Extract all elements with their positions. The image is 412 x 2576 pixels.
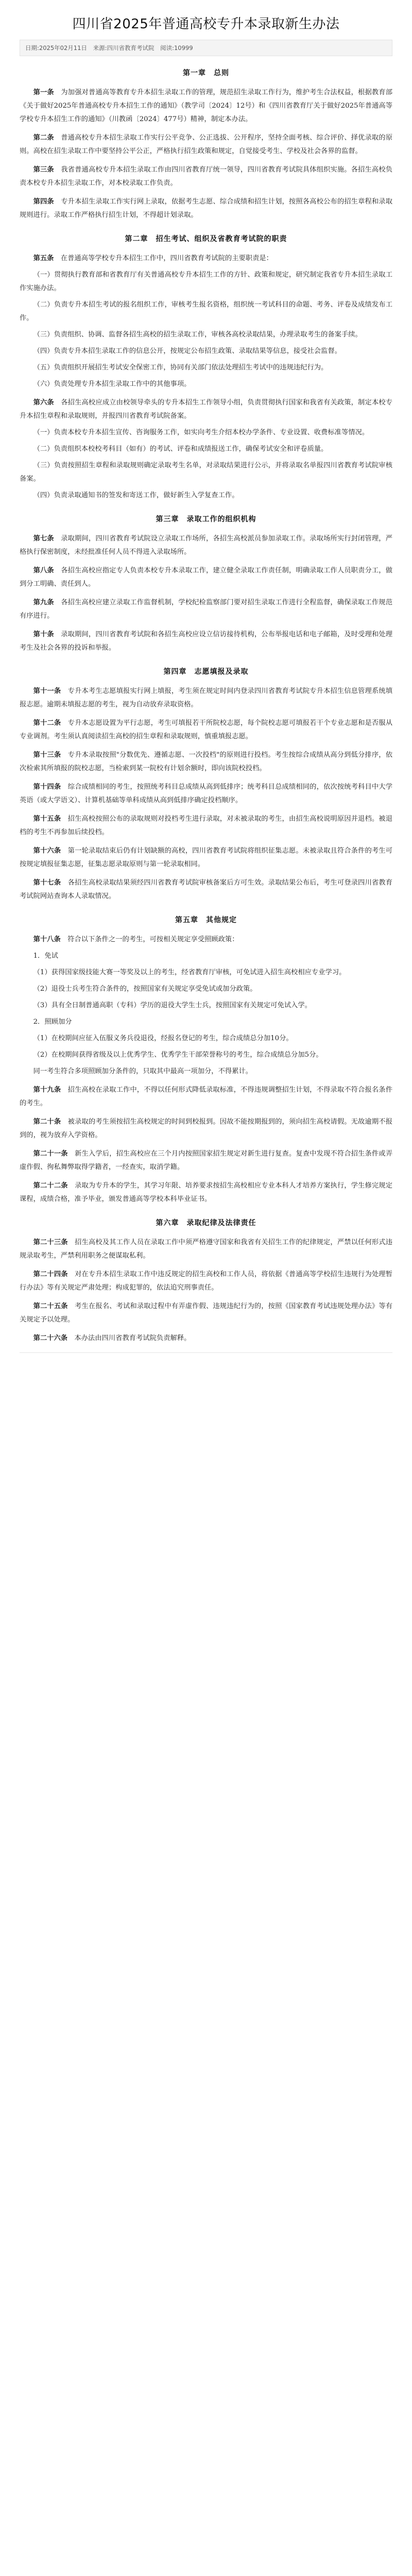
article-number: 第二十四条 — [33, 1270, 68, 1278]
list-item: （三）负责组织、协调、监督各招生高校的招生录取工作，审核各高校录取结果，办理录取考生的备案手续。 — [33, 331, 362, 338]
article-paragraph — [20, 749, 392, 775]
publish-date: 日期:2025年02月11日 — [25, 44, 87, 52]
article-paragraph — [20, 532, 392, 559]
list-item: （二）负责组织本校校考科目（如有）的考试、评卷和成绩报送工作，确保考试安全和评卷质量。 — [33, 445, 328, 453]
article-number: 第十三条 — [33, 751, 61, 759]
chapter-heading: 第六章 录取纪律及法律责任 — [156, 1219, 256, 1227]
article-text: 专升本录取按照"分数优先、遵循志愿、一次投档"的原则进行投档。考生按综合成绩从高分到低分排序，依次检索其所填报的院校志愿，当检索到某一院校有计划余额时，即向该院校投档。 — [20, 751, 393, 772]
article-number: 第十六条 — [33, 847, 61, 855]
article-number: 第九条 — [33, 599, 54, 606]
article-text: 录取期间，四川省教育考试院和各招生高校应设立信访接待机构，公布举报电话和电子邮箱，及时受理和处理考生及社会各界的投诉和举报。 — [20, 631, 393, 652]
article-text: 对在专升本招生录取工作中违反规定的招生高校和工作人员，将依据《普通高等学校招生违规行为处理暂行办法》等有关规定严肃处理；构成犯罪的，依法追究刑事责任。 — [20, 1270, 393, 1292]
list-item: （1）获得国家级技能大赛一等奖及以上的考生，经省教育厅审核，可免试进入招生高校相应专业学习。 — [33, 969, 346, 976]
article-number: 第二十二条 — [33, 1182, 68, 1190]
list-item: （五）负责组织开展招生考试安全保密工作，协同有关部门依法处理招生考试中的违规违纪行为。 — [33, 364, 328, 371]
article-paragraph — [20, 596, 392, 623]
article-number: 第四条 — [33, 198, 54, 206]
article-number: 第二十六条 — [33, 1334, 68, 1342]
article-text: 招生高校按照公布的录取规则对投档考生进行录取，对未被录取的考生，由招生高校说明原因并退档。被退档的考生不再参加后续投档。 — [20, 815, 393, 836]
meta-source: 来源:四川省教育考试院 — [93, 44, 154, 52]
list-item: （二）负责专升本招生考试的报名组织工作，审核考生报名资格，组织统一考试科目的命题、考务、评卷及成绩发布工作。 — [20, 301, 392, 322]
article-text: 本办法由四川省教育考试院负责解释。 — [74, 1334, 191, 1342]
article-paragraph — [20, 564, 392, 591]
chapter-heading: 第五章 其他规定 — [175, 916, 237, 924]
article-number: 第六条 — [33, 399, 54, 406]
article-paragraph — [20, 252, 392, 265]
article-number: 第二十条 — [33, 1118, 61, 1126]
article-paragraph — [20, 812, 392, 839]
article-number: 第十一条 — [33, 687, 61, 695]
article-paragraph — [20, 1179, 392, 1206]
list-item: （2）在校期间获得省级及以上优秀学生、优秀学生干部荣誉称号的考生，综合成绩总分加5分。 — [33, 1051, 323, 1059]
subsection-heading: 1．免试 — [33, 952, 58, 960]
article-paragraph — [20, 163, 392, 190]
article-number: 第一条 — [33, 89, 54, 96]
article-text: 综合成绩相同的考生，按照统考科目总成绩从高到低排序；统考科目总成绩相同的，依次按统考科目中大学英语（或大学语文）、计算机基础等单科成绩从高到低排序确定投档顺序。 — [20, 783, 393, 804]
list-item: （六）负责处理专升本招生录取工作中的其他事项。 — [33, 380, 191, 388]
article-number: 第二条 — [33, 134, 54, 142]
article-paragraph — [20, 1268, 392, 1295]
article-paragraph — [20, 685, 392, 711]
article-number: 第二十五条 — [33, 1302, 68, 1310]
list-item: （3）具有全日制普通高职（专科）学历的退役大学生士兵，按照国家有关规定可免试入学。 — [33, 1002, 312, 1009]
article-text: 被录取的考生须按招生高校规定的时间到校报到。因故不能按期报到的，须向招生高校请假。无故逾期不报到的，视为放弃入学资格。 — [20, 1118, 393, 1139]
article-paragraph — [20, 844, 392, 871]
article-number: 第二十三条 — [33, 1239, 68, 1246]
list-item: （四）负责录取通知书的签发和寄送工作，做好新生入学复查工作。 — [33, 492, 239, 499]
article-text: 专升本志愿设置为平行志愿，考生可填报若干所院校志愿，每个院校志愿可填报若干个专业志愿和是否服从专业调剂。考生须认真阅读招生高校的招生章程和录取规则，慎重填报志愿。 — [20, 719, 393, 740]
article-number: 第十四条 — [33, 783, 61, 791]
article-text: 第一轮录取结束后仍有计划缺额的高校，四川省教育考试院将组织征集志愿。未被录取且符合条件的考生可按规定填报征集志愿，征集志愿录取原则与第一轮录取相同。 — [20, 847, 393, 868]
article-number: 第二十一条 — [33, 1150, 68, 1158]
article-text: 招生高校在录取工作中，不得以任何形式降低录取标准，不得违规调整招生计划，不得录取不符合报名条件的考生。 — [20, 1086, 393, 1107]
article-text: 录取为专升本的学生，其学习年限、培养要求按招生高校相应专业本科人才培养方案执行，学生修完规定课程，成绩合格，准予毕业，颁发普通高等学校本科毕业证书。 — [20, 1182, 393, 1203]
article-paragraph — [20, 86, 392, 126]
article-paragraph — [20, 396, 392, 423]
view-count: 阅读:10999 — [160, 44, 193, 52]
article-paragraph — [20, 933, 392, 946]
article-text: 招生高校及其工作人员在录取工作中须严格遵守国家和我省有关招生工作的纪律规定，严禁以任何形式违规录取考生，严禁利用职务之便谋取私利。 — [20, 1239, 393, 1260]
article-paragraph — [20, 1115, 392, 1142]
article-text: 普通高校专升本招生录取工作实行公平竞争、公正选拔、公开程序，坚持全面考核、综合评价、择优录取的原则。高校在招生录取工作中要坚持公平公正，严格执行招生政策和规定，自觉接受考生、学校及社会各界的监督。 — [20, 134, 393, 155]
article-paragraph — [20, 131, 392, 158]
article-paragraph — [20, 781, 392, 807]
article-paragraph — [20, 1332, 392, 1345]
article-number: 第十五条 — [33, 815, 61, 823]
article-text: 我省普通高校专升本招生录取工作由四川省教育厅统一领导，四川省教育考试院具体组织实施。各招生高校负责本校专升本招生录取工作，对本校录取工作负责。 — [20, 166, 393, 187]
divider — [20, 1352, 392, 1353]
list-item: （1）在校期间应征入伍服义务兵役退役，经报名登记的考生，综合成绩总分加10分。 — [33, 1035, 293, 1042]
article-paragraph — [20, 717, 392, 743]
article-number: 第十九条 — [33, 1086, 61, 1094]
article-number: 第五条 — [33, 255, 54, 262]
chapter-heading: 第三章 录取工作的组织机构 — [156, 515, 256, 523]
article-text: 符合以下条件之一的考生，可按相关规定享受照顾政策： — [67, 936, 239, 943]
list-item: （四）负责专升本招生录取工作的信息公开，按规定公布招生政策、录取结果等信息，接受社会监督。 — [33, 347, 341, 355]
article-text: 考生在报名、考试和录取过程中有弄虚作假、违规违纪行为的，按照《国家教育考试违规处理办法》等有关规定予以处理。 — [20, 1302, 393, 1324]
page-title: 四川省2025年普通高校专升本录取新生办法 — [72, 16, 340, 32]
article-text: 各招生高校录取结果须经四川省教育考试院审核备案后方可生效。录取结果公布后，考生可登录四川省教育考试院网站查询本人录取情况。 — [20, 879, 393, 900]
chapter-heading: 第四章 志愿填报及录取 — [163, 668, 249, 676]
article-paragraph — [20, 1083, 392, 1110]
article-text: 各招生高校应指定专人负责本校专升本录取工作，建立健全录取工作责任制，明确录取工作人员职责分工，做到分工明确、责任到人。 — [20, 567, 393, 588]
list-item: （一）贯彻执行教育部和省教育厅有关普通高校专升本招生工作的方针、政策和规定，研究制定我省专升本招生录取工作实施办法。 — [20, 271, 392, 292]
article-number: 第八条 — [33, 567, 54, 574]
article-paragraph — [20, 876, 392, 903]
list-item: （一）负责本校专升本招生宣传、咨询服务工作，如实向考生介绍本校办学条件、专业设置、收费标准等情况。 — [33, 429, 369, 436]
article-number: 第十二条 — [33, 719, 61, 727]
list-item: （2）退役士兵考生符合条件的，按照国家有关规定享受免试或加分政策。 — [33, 985, 257, 993]
article-text: 各招生高校应成立由校领导牵头的专升本招生工作领导小组，负责贯彻执行国家和我省有关政策，制定本校专升本招生章程和录取规则，并报四川省教育考试院备案。 — [20, 399, 393, 420]
article-text: 专升本考生志愿填报实行网上填报，考生须在规定时间内登录四川省教育考试院专升本招生信息管理系统填报志愿。逾期未填报志愿的考生，视为自动放弃录取资格。 — [20, 687, 393, 708]
article-paragraph — [20, 1300, 392, 1327]
article-text: 专升本招生录取工作实行网上录取，依据考生志愿、综合成绩和招生计划，按照各高校公布的招生章程和录取规则进行。录取工作严格执行招生计划，不得超计划录取。 — [20, 198, 393, 219]
article-meta — [20, 40, 392, 56]
article-number: 第十条 — [33, 631, 54, 638]
article-paragraph — [20, 628, 392, 655]
article-text: 为加强对普通高等教育专升本招生录取工作的管理，规范招生录取工作行为，维护考生合法权益，根据教育部《关于做好2025年普通高校专升本招生工作的通知》（教学司〔2024〕12号）和《四川省教育厅关于做好2025年普通高等学校专升本招生工作的通知》（川教函〔2024〕477号）精神，制定本办法。 — [20, 89, 393, 123]
article-text: 各招生高校应建立录取工作监督机制，学校纪检监察部门要对招生录取工作进行全程监督，确保录取工作规范有序进行。 — [20, 599, 393, 620]
article-number: 第十八条 — [33, 936, 61, 943]
article-text: 新生入学后，招生高校应在三个月内按照国家招生规定对新生进行复查。复查中发现不符合招生条件或弄虚作假、徇私舞弊取得学籍者，一经查实，取消学籍。 — [20, 1150, 393, 1171]
article-number: 第七条 — [33, 535, 54, 543]
list-item: （三）负责按照招生章程和录取规则确定录取考生名单，对录取结果进行公示，并将录取名单报四川省教育考试院审核备案。 — [20, 462, 392, 483]
article-number: 第十七条 — [33, 879, 61, 887]
chapter-heading: 第二章 招生考试、组织及省教育考试院的职责 — [125, 235, 287, 243]
article-paragraph — [20, 1236, 392, 1263]
subsection-heading: 2．照顾加分 — [33, 1018, 72, 1026]
article-paragraph — [20, 1147, 392, 1174]
chapter-heading: 第一章 总则 — [183, 69, 229, 77]
article-paragraph — [20, 195, 392, 222]
article-text: 在普通高等学校专升本招生工作中，四川省教育考试院的主要职责是： — [60, 255, 273, 262]
article-note: 同一考生符合多项照顾加分条件的，只取其中最高一项加分，不得累计。 — [33, 1067, 253, 1075]
article-number: 第三条 — [33, 166, 54, 174]
article-text: 录取期间，四川省教育考试院设立录取工作场所，各招生高校派员参加录取工作。录取场所实行封闭管理，严格执行保密制度，未经批准任何人员不得进入录取场所。 — [20, 535, 393, 556]
